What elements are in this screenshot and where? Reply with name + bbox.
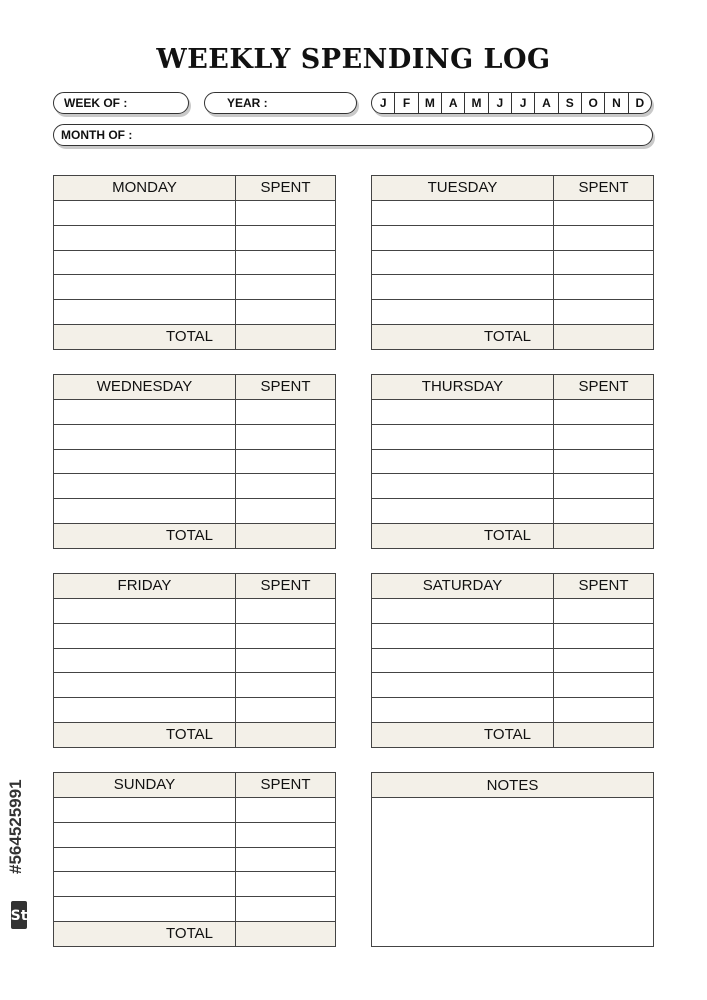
spent-amount-cell[interactable] [554, 226, 653, 250]
month-apr[interactable]: A [441, 93, 464, 113]
saturday-label: SATURDAY [372, 574, 554, 598]
table-row [372, 498, 653, 523]
expense-item-cell[interactable] [372, 624, 554, 648]
table-row [54, 473, 335, 498]
table-row [54, 871, 335, 896]
table-row [54, 623, 335, 648]
month-of-label: MONTH OF : [61, 128, 133, 142]
table-row [372, 623, 653, 648]
expense-item-cell[interactable] [54, 823, 236, 847]
month-nov[interactable]: N [604, 93, 627, 113]
table-row [372, 274, 653, 299]
total-label: TOTAL [372, 524, 554, 548]
expense-item-cell[interactable] [372, 698, 554, 722]
expense-item-cell[interactable] [54, 275, 236, 299]
expense-item-cell[interactable] [372, 425, 554, 449]
spent-label: SPENT [260, 776, 311, 793]
expense-item-cell[interactable] [372, 673, 554, 697]
spent-amount-cell[interactable] [236, 624, 335, 648]
total-amount-cell[interactable] [236, 325, 335, 349]
spent-amount-cell[interactable] [236, 201, 335, 225]
total-amount-cell[interactable] [554, 723, 653, 747]
total-label: TOTAL [54, 325, 236, 349]
notes-header: NOTES [372, 773, 653, 798]
table-header-row [54, 574, 335, 598]
month-jun[interactable]: J [488, 93, 511, 113]
spent-amount-cell[interactable] [236, 872, 335, 896]
spent-label: SPENT [578, 179, 629, 196]
expense-item-cell[interactable] [54, 425, 236, 449]
table-row [54, 399, 335, 424]
spent-amount-cell[interactable] [236, 499, 335, 523]
spent-label: SPENT [260, 378, 311, 395]
expense-item-cell[interactable] [54, 673, 236, 697]
week-of-label: WEEK OF : [64, 96, 128, 110]
spent-label: SPENT [260, 577, 311, 594]
tuesday-table [371, 175, 654, 350]
spent-amount-cell[interactable] [236, 848, 335, 872]
spent-amount-cell[interactable] [554, 599, 653, 623]
table-row [54, 498, 335, 523]
saturday-table [371, 573, 654, 748]
spent-amount-cell[interactable] [554, 275, 653, 299]
total-amount-cell[interactable] [236, 723, 335, 747]
month-selector[interactable] [371, 92, 652, 114]
total-row [54, 523, 335, 548]
table-row [54, 200, 335, 225]
expense-item-cell[interactable] [54, 872, 236, 896]
table-row [372, 424, 653, 449]
expense-item-cell[interactable] [54, 897, 236, 921]
sunday-label: SUNDAY [54, 773, 236, 797]
total-amount-cell[interactable] [554, 524, 653, 548]
month-oct[interactable]: O [581, 93, 604, 113]
spent-amount-cell[interactable] [236, 823, 335, 847]
sunday-table [53, 772, 336, 947]
week-of-field[interactable] [53, 92, 189, 114]
friday-table [53, 573, 336, 748]
table-row [54, 797, 335, 822]
expense-item-cell[interactable] [372, 599, 554, 623]
table-header-row [372, 176, 653, 200]
month-aug[interactable]: A [534, 93, 557, 113]
expense-item-cell[interactable] [372, 499, 554, 523]
spent-amount-cell[interactable] [236, 474, 335, 498]
total-amount-cell[interactable] [236, 524, 335, 548]
adobe-stock-logo [10, 900, 28, 930]
thursday-label: THURSDAY [372, 375, 554, 399]
spent-amount-cell[interactable] [236, 275, 335, 299]
total-label: TOTAL [372, 325, 554, 349]
table-row [372, 250, 653, 275]
spent-amount-cell[interactable] [236, 400, 335, 424]
spent-amount-cell[interactable] [236, 599, 335, 623]
month-jan[interactable]: J [379, 96, 387, 110]
expense-item-cell[interactable] [54, 599, 236, 623]
spent-amount-cell[interactable] [236, 897, 335, 921]
notes-box[interactable] [371, 772, 654, 947]
thursday-table [371, 374, 654, 549]
page-title: WEEKLY SPENDING LOG [156, 44, 551, 75]
month-may[interactable]: M [464, 93, 487, 113]
table-row [372, 697, 653, 722]
expense-item-cell[interactable] [372, 649, 554, 673]
spent-amount-cell[interactable] [236, 649, 335, 673]
table-row [54, 847, 335, 872]
table-row [54, 896, 335, 921]
spent-amount-cell[interactable] [236, 226, 335, 250]
table-row [54, 648, 335, 673]
spent-amount-cell[interactable] [236, 798, 335, 822]
expense-item-cell[interactable] [54, 798, 236, 822]
table-header-row [372, 375, 653, 399]
month-feb[interactable]: F [394, 93, 417, 113]
table-row [54, 225, 335, 250]
total-row [54, 921, 335, 946]
spent-amount-cell[interactable] [554, 251, 653, 275]
table-row [54, 250, 335, 275]
table-row [372, 672, 653, 697]
spent-amount-cell[interactable] [554, 300, 653, 324]
expense-item-cell[interactable] [372, 450, 554, 474]
spent-amount-cell[interactable] [236, 251, 335, 275]
table-row [372, 299, 653, 324]
expense-item-cell[interactable] [372, 474, 554, 498]
table-row [372, 399, 653, 424]
month-sep[interactable]: S [558, 93, 581, 113]
spent-amount-cell[interactable] [554, 499, 653, 523]
expense-item-cell[interactable] [372, 251, 554, 275]
wednesday-label: WEDNESDAY [54, 375, 236, 399]
spent-label: SPENT [578, 577, 629, 594]
table-row [372, 598, 653, 623]
expense-item-cell[interactable] [54, 499, 236, 523]
table-row [54, 598, 335, 623]
expense-item-cell[interactable] [54, 848, 236, 872]
expense-item-cell[interactable] [54, 649, 236, 673]
svg-text:St: St [10, 908, 28, 924]
table-header-row [54, 176, 335, 200]
spent-amount-cell[interactable] [554, 201, 653, 225]
expense-item-cell[interactable] [372, 201, 554, 225]
stock-id-watermark: #564525991 [6, 779, 25, 874]
total-row [372, 523, 653, 548]
total-label: TOTAL [54, 922, 236, 946]
expense-item-cell[interactable] [372, 300, 554, 324]
spent-amount-cell[interactable] [554, 624, 653, 648]
friday-label: FRIDAY [54, 574, 236, 598]
table-row [372, 225, 653, 250]
expense-item-cell[interactable] [372, 226, 554, 250]
table-row [54, 449, 335, 474]
year-label: YEAR : [227, 96, 268, 110]
table-row [54, 274, 335, 299]
month-of-field[interactable] [53, 124, 653, 146]
expense-item-cell[interactable] [54, 226, 236, 250]
table-row [54, 697, 335, 722]
spent-amount-cell[interactable] [236, 300, 335, 324]
table-row [54, 424, 335, 449]
spent-amount-cell[interactable] [554, 474, 653, 498]
table-row [54, 299, 335, 324]
year-field[interactable] [204, 92, 357, 114]
expense-item-cell[interactable] [54, 698, 236, 722]
expense-item-cell[interactable] [54, 474, 236, 498]
table-row [54, 672, 335, 697]
table-row [372, 449, 653, 474]
wednesday-table [53, 374, 336, 549]
table-header-row [54, 375, 335, 399]
expense-item-cell[interactable] [54, 201, 236, 225]
expense-item-cell[interactable] [372, 400, 554, 424]
table-row [372, 200, 653, 225]
spent-amount-cell[interactable] [554, 649, 653, 673]
spent-amount-cell[interactable] [236, 673, 335, 697]
table-header-row [372, 574, 653, 598]
spent-amount-cell[interactable] [554, 698, 653, 722]
expense-item-cell[interactable] [54, 450, 236, 474]
total-row [372, 722, 653, 747]
table-header-row [54, 773, 335, 797]
spent-amount-cell[interactable] [236, 698, 335, 722]
total-amount-cell[interactable] [236, 922, 335, 946]
total-label: TOTAL [372, 723, 554, 747]
spent-amount-cell[interactable] [236, 450, 335, 474]
monday-label: MONDAY [54, 176, 236, 200]
month-dec[interactable]: D [628, 93, 651, 113]
spent-label: SPENT [260, 179, 311, 196]
month-jul[interactable]: J [511, 93, 534, 113]
total-label: TOTAL [54, 524, 236, 548]
total-amount-cell[interactable] [554, 325, 653, 349]
expense-item-cell[interactable] [54, 624, 236, 648]
table-row [372, 473, 653, 498]
spent-amount-cell[interactable] [554, 400, 653, 424]
expense-item-cell[interactable] [54, 251, 236, 275]
expense-item-cell[interactable] [372, 275, 554, 299]
total-label: TOTAL [54, 723, 236, 747]
spent-amount-cell[interactable] [236, 425, 335, 449]
total-row [54, 324, 335, 349]
spent-amount-cell[interactable] [554, 450, 653, 474]
table-row [372, 648, 653, 673]
total-row [54, 722, 335, 747]
expense-item-cell[interactable] [54, 300, 236, 324]
spent-amount-cell[interactable] [554, 425, 653, 449]
expense-item-cell[interactable] [54, 400, 236, 424]
table-row [54, 822, 335, 847]
tuesday-label: TUESDAY [372, 176, 554, 200]
month-mar[interactable]: M [418, 93, 441, 113]
total-row [372, 324, 653, 349]
spent-label: SPENT [578, 378, 629, 395]
spent-amount-cell[interactable] [554, 673, 653, 697]
monday-table [53, 175, 336, 350]
